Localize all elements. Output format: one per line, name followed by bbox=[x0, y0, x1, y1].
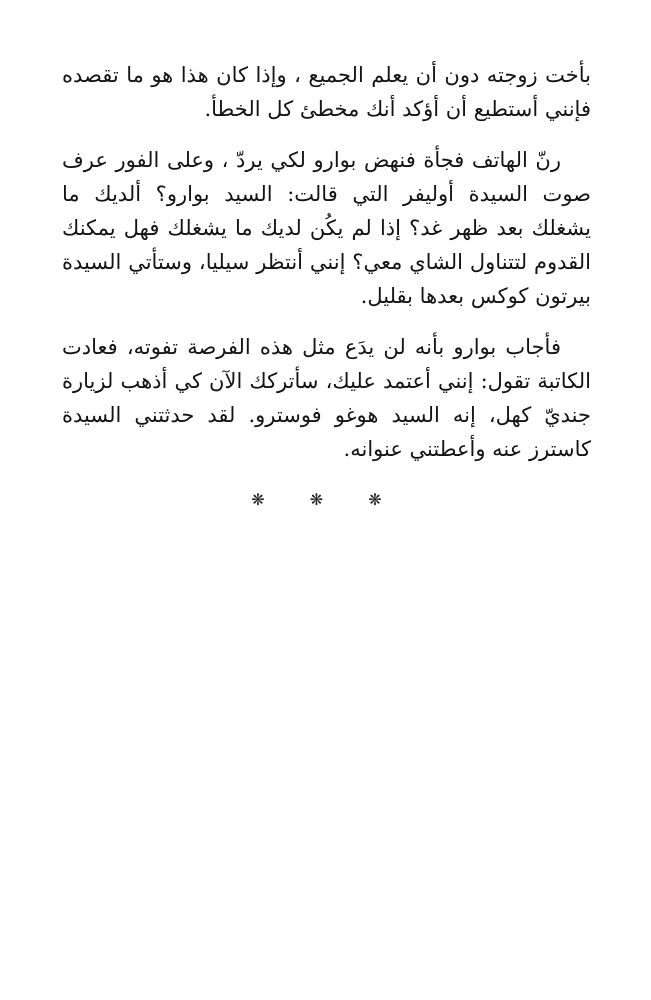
paragraph-3: فأجاب بوارو بأنه لن يدَع مثل هذه الفرصة تفوته، فعادت الكاتبة تقول: إنني أعتمد عليك، سأتركك الآن كي أذهب لزيارة جنديّ كهل، إنه السيد هوغو فوسترو. لقد حدثتني السيدة كاسترز عنه وأعطتني عنوانه. bbox=[62, 335, 591, 461]
page-content bbox=[62, 58, 591, 517]
paragraph-2: رنّ الهاتف فجأة فنهض بوارو لكي يردّ ، وعلى الفور عرف صوت السيدة أوليفر التي قالت: السيد بوارو؟ ألديك ما يشغلك بعد ظهر غد؟ إذا لم يكُن لديك ما يشغلك فهل يمكنك القدوم لتتناول الشاي معي؟ إنني أنتظر سيليا، وستأتي السيدة بيرتون كوكس بعدها بقليل. bbox=[62, 148, 591, 308]
paragraph-1: بأخت زوجته دون أن يعلم الجميع ، وإذا كان هذا هو ما تقصده فإنني أستطيع أن أؤكد أنك مخطئ كل الخطأ. bbox=[62, 63, 591, 121]
section-separator: ❋ ❋ ❋ bbox=[251, 490, 402, 509]
